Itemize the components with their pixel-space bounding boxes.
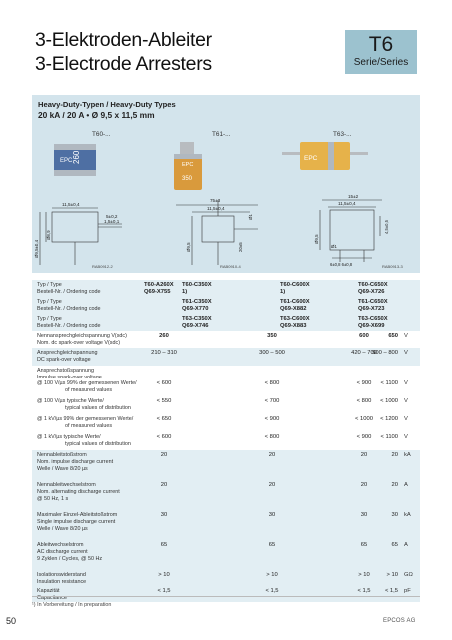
table-cell: 210 – 310 <box>151 350 177 356</box>
table-cell: 20 <box>160 482 168 488</box>
table-cell: 30 <box>360 512 368 518</box>
page-title <box>35 28 212 76</box>
row-label: Nennansprechgleichspannung V(sdc) Nom. dc spark-over voltage V(sdc) <box>37 333 127 347</box>
table-cell: < 900 <box>356 380 372 386</box>
table-row <box>32 366 420 378</box>
table-cell: 30 <box>160 512 168 518</box>
row-label: Typ / Type Bestell-Nr. / Ordering code <box>37 299 101 313</box>
dim-label: Ø1 <box>248 214 253 220</box>
dim-label: 11,5±0,4 <box>62 202 80 207</box>
table-cell: T60-C350X 1) <box>182 282 212 296</box>
table-cell: 20 <box>391 452 398 458</box>
dim-label: 20±5 <box>238 242 243 252</box>
capsule-mark: 260 <box>72 150 81 164</box>
table-cell: > 10 <box>266 572 278 578</box>
dim-label: 6±0,8 6±0,8 <box>330 262 353 267</box>
row-label: Maximaler Einzel-Ableitstoßstrom Single impulse discharge current Welle / Wave 8/20 µs <box>37 512 118 533</box>
table-cell: < 1,5 <box>384 588 398 594</box>
heavy-duty-title: Heavy-Duty-Typen / Heavy-Duty Types <box>38 100 176 109</box>
product-photo-t61 <box>174 142 202 190</box>
dim-label: 75±3 <box>210 198 221 203</box>
row-label: Isolationswiderstand Insulation resistance <box>37 572 87 586</box>
divider <box>32 596 420 597</box>
footnote: ¹) In Vorbereitung / In preparation <box>32 602 112 608</box>
table-cell: < 1200 <box>380 416 398 422</box>
unit-label: GΩ <box>404 572 413 578</box>
table-cell: 500 – 800 <box>372 350 398 356</box>
table-cell: 65 <box>360 542 368 548</box>
unit-label: V <box>404 398 408 404</box>
dim-label: 1,5±0,1 <box>104 219 120 224</box>
type-label-t63: T63-... <box>333 131 352 138</box>
table-row <box>32 348 420 366</box>
table-cell: < 1100 <box>380 380 398 386</box>
table-row <box>32 378 420 396</box>
table-cell: T61-C600X Q69-X882 <box>280 299 310 313</box>
table-cell: T63-C600X Q69-X883 <box>280 316 310 330</box>
table-cell: > 10 <box>158 572 170 578</box>
table-cell: 20 <box>391 482 398 488</box>
table-cell: 65 <box>391 542 398 548</box>
unit-label: V <box>404 434 408 440</box>
unit-label: pF <box>404 588 411 594</box>
row-label: Ableitwechselstrom AC discharge current 9 Zyklen / Cycles, @ 50 Hz <box>37 542 103 563</box>
capsule-mark: 350 <box>182 176 193 182</box>
row-label: Ansprechgleichspannung DC spark-over voltage <box>37 350 98 364</box>
row-label: Typ / Type Bestell-Nr. / Ordering code <box>37 282 101 296</box>
series-badge <box>345 30 417 74</box>
table-cell: < 800 <box>264 434 280 440</box>
table-cell: 65 <box>160 542 168 548</box>
table-cell: 20 <box>268 452 276 458</box>
table-cell: 20 <box>268 482 276 488</box>
unit-label: V <box>404 380 408 386</box>
table-cell: T60-A260X Q69-X755 <box>144 282 174 296</box>
table-cell: < 900 <box>356 434 372 440</box>
dim-label: Ø8,9 <box>46 230 51 240</box>
dim-label: 15±2 <box>348 194 359 199</box>
capsule-brand: EPC <box>182 162 194 168</box>
table-cell: > 10 <box>358 572 370 578</box>
row-label: Ansprechstoßspannung <box>37 368 94 374</box>
dim-label: Ø9,5 <box>314 234 319 244</box>
table-cell: < 1,5 <box>357 588 371 594</box>
table-cell: T63-C650X Q69-X699 <box>358 316 388 330</box>
unit-label: kA <box>404 512 411 518</box>
heavy-duty-spec: 20 kA / 20 A • Ø 9,5 x 11,5 mm <box>38 110 155 120</box>
table-cell: < 900 <box>264 416 280 422</box>
row-label: Nennableitstoßstrom Nom. impulse discharge current Welle / Wave 8/20 µs <box>37 452 114 473</box>
table-row <box>32 586 420 602</box>
drawing-id: RAB0912-2 <box>92 264 113 269</box>
table-cell: 650 <box>388 333 398 339</box>
table-cell: 20 <box>360 452 368 458</box>
table-cell: 30 <box>391 512 398 518</box>
unit-label: V <box>404 333 408 339</box>
table-cell: 260 <box>159 333 169 339</box>
table-cell: < 600 <box>156 434 172 440</box>
row-label: Nennableitwechselstrom Nom. alternating discharge current @ 50 Hz, 1 s <box>37 482 120 503</box>
capsule-brand: EPC <box>60 158 73 164</box>
table-row <box>32 480 420 510</box>
series-code: T6 <box>368 33 394 56</box>
table-cell: 350 <box>267 333 277 339</box>
drawing-id: RAB0913-3 <box>382 264 403 269</box>
dim-label: 11,5±0,4 <box>207 206 225 211</box>
dim-label: Ø9,5 <box>186 242 191 252</box>
table-cell: T61-C650X Q69-X723 <box>358 299 388 313</box>
row-label: @ 100 V/µs typische Werte/ typical values of distribution <box>37 398 131 412</box>
table-cell: 600 <box>359 333 369 339</box>
table-cell: T61-C350X Q69-X770 <box>182 299 212 313</box>
table-cell: 420 – 700 <box>351 350 377 356</box>
page-number: 50 <box>6 616 17 626</box>
table-cell: < 800 <box>356 398 372 404</box>
type-label-t61: T61-... <box>212 131 231 138</box>
unit-label: V <box>404 416 408 422</box>
table-cell: 20 <box>360 482 368 488</box>
row-label: Kapazität Capacitance <box>37 588 67 602</box>
table-row <box>32 450 420 480</box>
series-label: Serie/Series <box>353 57 409 68</box>
type-label-t60: T60-... <box>92 131 111 138</box>
table-cell: 20 <box>160 452 168 458</box>
drawing-id: RAB0910-4 <box>220 264 241 269</box>
table-cell: T60-C650X Q69-X726 <box>358 282 388 296</box>
product-photo-t60 <box>54 144 96 176</box>
unit-label: A <box>404 542 408 548</box>
table-row <box>32 432 420 450</box>
table-cell: < 550 <box>156 398 172 404</box>
heavy-duty-heading <box>38 99 176 121</box>
table-row <box>32 280 420 297</box>
table-cell: < 1000 <box>355 416 373 422</box>
table-row <box>32 570 420 586</box>
table-cell: < 700 <box>264 398 280 404</box>
table-cell: < 600 <box>156 380 172 386</box>
product-photo-t63 <box>282 142 368 170</box>
dim-label: 5±0,2 <box>106 214 118 219</box>
brand-name: EPCOS AG <box>383 618 416 624</box>
table-cell: 300 – 500 <box>259 350 285 356</box>
table-row <box>32 396 420 414</box>
table-row <box>32 510 420 540</box>
unit-label: kA <box>404 452 411 458</box>
table-row <box>32 540 420 570</box>
table-row <box>32 331 420 348</box>
dimension-drawing-t63 <box>320 200 382 262</box>
row-label: Typ / Type Bestell-Nr. / Ordering code <box>37 316 101 330</box>
table-cell: < 800 <box>264 380 280 386</box>
table-row <box>32 297 420 314</box>
table-cell: > 10 <box>386 572 398 578</box>
table-row <box>32 414 420 432</box>
table-cell: < 1,5 <box>265 588 279 594</box>
table-cell: T63-C350X Q69-X746 <box>182 316 212 330</box>
capsule-brand: EPC <box>304 155 318 162</box>
row-label: @ 1 kV/µs typische Werte/ typical values of distribution <box>37 434 131 448</box>
table-cell: < 1,5 <box>157 588 171 594</box>
table-cell: < 1000 <box>380 398 398 404</box>
unit-label: A <box>404 482 408 488</box>
product-drawings <box>32 140 420 273</box>
dim-label: 11,5±0,4 <box>338 201 356 206</box>
dim-label: Ø1 <box>331 244 337 249</box>
dim-label: 4,5±0,5 <box>384 220 389 234</box>
title-english: 3-Electrode Arresters <box>35 53 212 75</box>
row-label: @ 1 kV/µs 99% der gemessenen Werte/ of measured values <box>37 416 134 430</box>
table-cell: T60-C600X 1) <box>280 282 310 296</box>
unit-label: V <box>404 350 408 356</box>
row-label: @ 100 V/µs 99% der gemessenen Werte/ of measured values <box>37 380 137 394</box>
table-cell: 30 <box>268 512 276 518</box>
table-row <box>32 314 420 331</box>
table-cell: < 650 <box>156 416 172 422</box>
table-cell: 65 <box>268 542 276 548</box>
table-cell: < 1100 <box>380 434 398 440</box>
title-german: 3-Elektroden-Ableiter <box>35 29 212 51</box>
dim-label: Ø9,5±0,4 <box>34 239 39 258</box>
